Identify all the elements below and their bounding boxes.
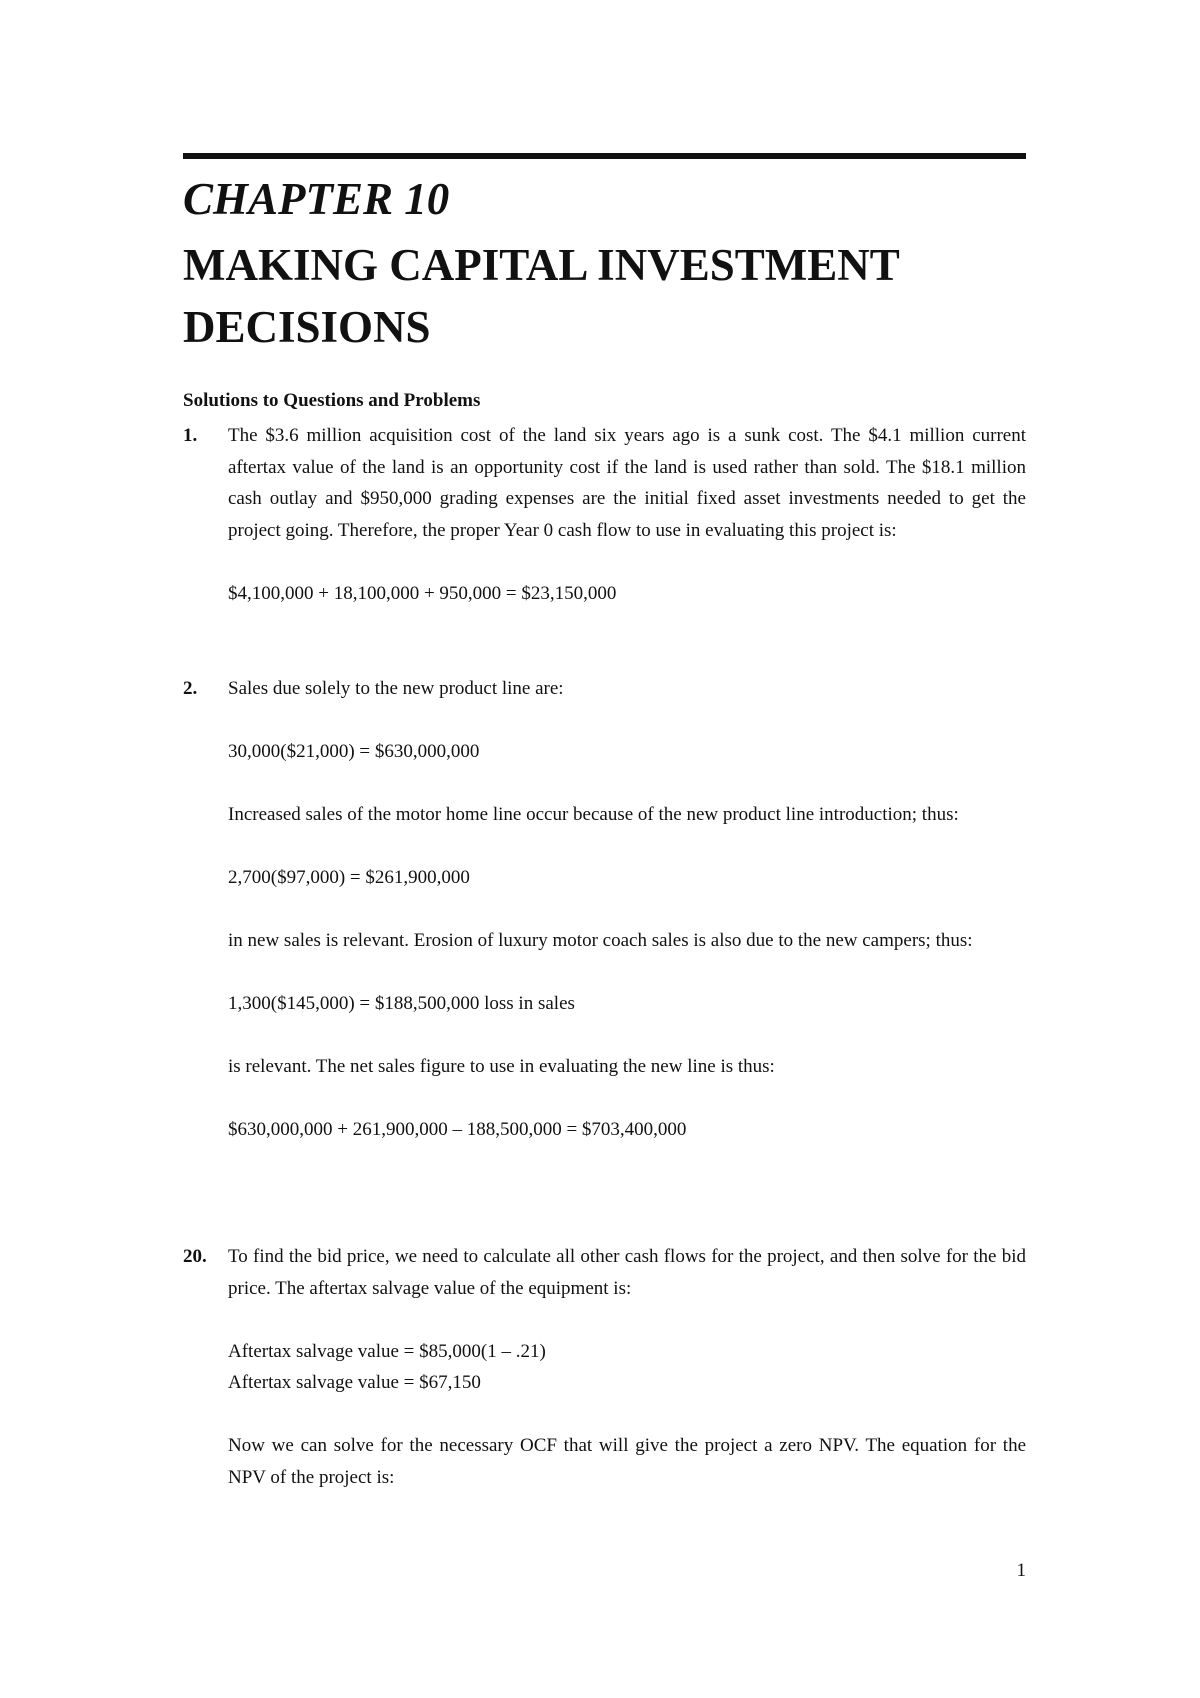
problem-equation: 30,000($21,000) = $630,000,000 xyxy=(228,741,480,762)
problem-equation: $4,100,000 + 18,100,000 + 950,000 = $23,150,000 xyxy=(228,582,617,604)
problem-paragraph: is relevant. The net sales figure to use in evaluating the new line is thus: xyxy=(228,1056,775,1077)
problem-number: 20. xyxy=(183,1246,207,1267)
problem-paragraph: Increased sales of the motor home line occur because of the new product line introduction; thus: xyxy=(228,804,959,825)
problem-paragraph: To find the bid price, we need to calculate all other cash flows for the project, and then solve for the bid price. The aftertax salvage value of the equipment is: xyxy=(228,1246,1026,1299)
problem-1 xyxy=(183,420,1026,609)
problem-number: 2. xyxy=(183,678,198,699)
problem-equation: Aftertax salvage value = $67,150 xyxy=(228,1372,481,1393)
page-number: 1 xyxy=(1016,1560,1026,1581)
problem-equation: $630,000,000 + 261,900,000 – 188,500,000 = $703,400,000 xyxy=(228,1119,687,1140)
problem-equation: Aftertax salvage value = $85,000(1 – .21) xyxy=(228,1340,546,1362)
problem-body xyxy=(228,420,1026,609)
problem-paragraph: in new sales is relevant. Erosion of luxury motor coach sales is also due to the new campers; thus: xyxy=(228,930,973,951)
problem-body xyxy=(228,673,1026,1146)
problem-2 xyxy=(183,673,1026,1146)
problem-20 xyxy=(183,1241,1026,1493)
chapter-title-line: MAKING CAPITAL INVESTMENT xyxy=(183,240,900,290)
chapter-heading: CHAPTER 10 xyxy=(183,174,450,224)
problem-paragraph: Now we can solve for the necessary OCF that will give the project a zero NPV. The equation for the NPV of the project is: xyxy=(228,1435,1026,1488)
problem-equation: 2,700($97,000) = $261,900,000 xyxy=(228,867,470,888)
problem-body xyxy=(228,1241,1026,1493)
chapter-title xyxy=(183,234,1026,358)
problem-paragraph: The $3.6 million acquisition cost of the land six years ago is a sunk cost. The $4.1 million current aftertax value of the land is an opportunity cost if the land is used rather than sold. The $18.1 million cash outlay and $950,000 grading expenses are the initial fixed asset investments needed to get the project going. Therefore, the proper Year 0 cash flow to use in evaluating this project is: xyxy=(228,425,1026,541)
chapter-title-line: DECISIONS xyxy=(183,302,431,352)
top-rule xyxy=(183,153,1026,159)
problem-number: 1. xyxy=(183,425,198,446)
problem-equation: 1,300($145,000) = $188,500,000 loss in sales xyxy=(228,993,575,1014)
section-subtitle: Solutions to Questions and Problems xyxy=(183,390,481,411)
problem-paragraph: Sales due solely to the new product line are: xyxy=(228,678,564,699)
